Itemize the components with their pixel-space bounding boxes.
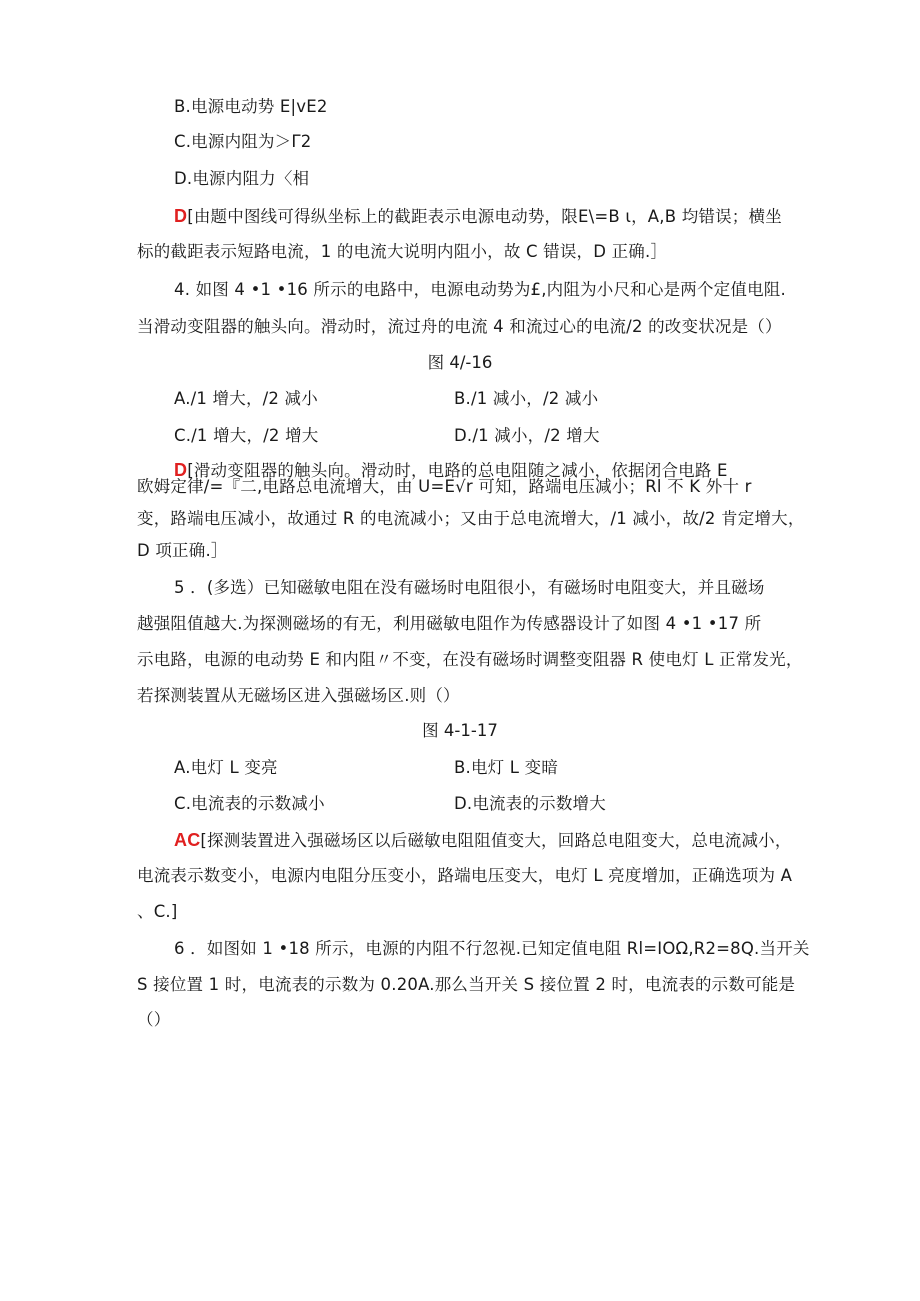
q5-option-d: D.电流表的示数增大 [454, 794, 606, 813]
q4-explanation-line-4: D 项正确.］ [137, 541, 228, 560]
q4-option-b: B./1 减小，/2 减小 [454, 389, 599, 408]
q5-explanation-line-3: 、C.] [137, 902, 178, 921]
q6-stem-line-3: （） [137, 1010, 171, 1029]
prev-option-b: B.电源电动势 E|vE2 [174, 97, 328, 116]
prev-option-d: D.电源内阻力〈相 [174, 169, 310, 188]
q4-explanation-line-2: 欧姆定律/=『二,电路总电流增大，由 U=E√r 可知，路端电压减小；Rl 不 K 外十 r [137, 477, 752, 496]
q4-explanation-text-1: [滑动变阻器的触头向。滑动时，电路的总电阻随之减小，依据闭合电路 E [187, 461, 728, 480]
q4-option-c: C./1 增大，/2 增大 [174, 426, 319, 445]
q4-option-a: A./1 增大，/2 减小 [174, 389, 318, 408]
q5-stem-line-2: 越强阻值越大.为探测磁场的有无，利用磁敏电阻作为传感器设计了如图 4 •1 •17 所 [137, 614, 762, 633]
q5-explanation-line-1 [174, 829, 792, 852]
q5-option-a: A.电灯 L 变亮 [174, 758, 278, 777]
q4-stem-line-1: 4. 如图 4 •1 •16 所示的电路中，电源电动势为£,内阻为小尺和心是两个定值电阻. [174, 280, 786, 299]
prev-explanation-line-2: 标的截距表示短路电流，1 的电流大说明内阻小，故 C 错误，D 正确.］ [137, 242, 668, 261]
q4-stem-line-2: 当滑动变阻器的触头向。滑动时，流过舟的电流 4 和流过心的电流/2 的改变状况是（） [137, 317, 782, 336]
q5-stem-line-4: 若探测装置从无磁场区进入强磁场区.则（） [137, 686, 460, 705]
q5-answer: AC [174, 830, 201, 850]
q4-figure-caption: 图 4/-16 [427, 353, 493, 372]
q5-stem-line-1: 5 ．(多选）已知磁敏电阻在没有磁场时电阻很小，有磁场时电阻变大，并且磁场 [174, 578, 765, 597]
q6-stem-line-1: 6 ．如图如 1 •18 所示，电源的内阻不行忽视.已知定值电阻 Rl=IOΩ,R2=8Q.当开关 [174, 939, 810, 958]
q6-stem-line-2: S 接位置 1 时，电流表的示数为 0.20A.那么当开关 S 接位置 2 时，电流表的示数可能是 [137, 975, 796, 994]
prev-answer: D [174, 206, 188, 226]
q5-option-b: B.电灯 L 变暗 [454, 758, 559, 777]
q5-explanation-line-2: 电流表示数变小，电源内电阻分压变小，路端电压变大，电灯 L 亮度增加，正确选项为 A [137, 866, 793, 885]
q5-stem-line-3: 示电路，电源的电动势 E 和内阻〃不变，在没有磁场时调整变阻器 R 使电灯 L 正常发光， [137, 650, 803, 669]
q5-option-c: C.电流表的示数减小 [174, 794, 325, 813]
q4-option-d: D./1 减小，/2 增大 [454, 426, 600, 445]
q5-figure-caption: 图 4-1-17 [422, 721, 498, 740]
prev-explanation-text-1: [由题中图线可得纵坐标上的截距表示电源电动势，限E\=B ι，A,B 均错误；横坐 [187, 207, 782, 226]
prev-option-c: C.电源内阻为＞Γ2 [174, 132, 312, 151]
q5-explanation-text-1: [探测装置进入强磁场区以后磁敏电阻阻值变大，回路总电阻变大，总电流减小， [200, 831, 792, 850]
prev-explanation-line-1 [174, 205, 782, 228]
q4-answer: D [174, 460, 188, 480]
q4-explanation-line-3: 变，路端电压减小，故通过 R 的电流减小；又由于总电流增大，/1 减小，故/2 肯定增大， [137, 509, 805, 528]
